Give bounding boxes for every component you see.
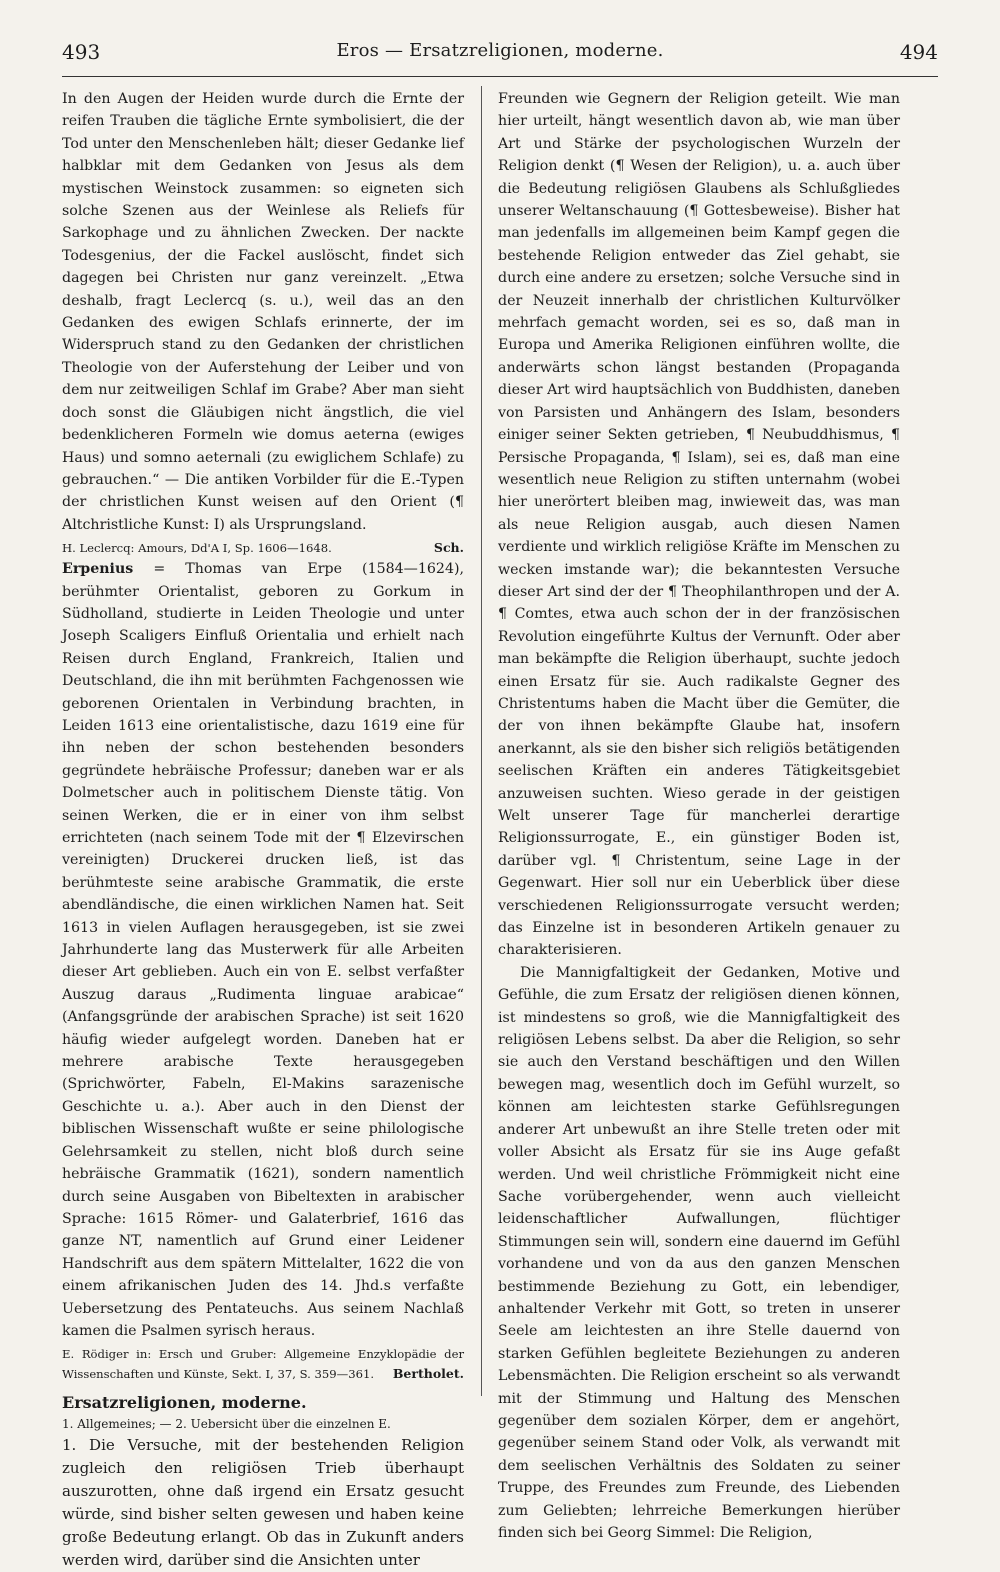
column-divider: [481, 86, 482, 1396]
article-section-1-start: 1. Die Versuche, mit der bestehenden Religion zugleich den religiösen Trieb überhaupt auszurotten, ohne daß irgend ein Ersatz gesucht würde, sind bisher selten gewesen und haben keine große Bedeutung erlangt. Ob das in Zukunft anders werden wird, darüber sind die Ansichten unter: [62, 1435, 464, 1569]
erpenius-reference-text: E. Rödiger in: Ersch und Gruber: Allgemeine Enzyklopädie der Wissenschaften und Künste, Sekt. I, 37, S. 359—361.: [62, 1347, 464, 1382]
eros-reference-text: H. Leclercq: Amours, Dd'A I, Sp. 1606—1648.: [62, 541, 332, 556]
erpenius-author-signature: Bertholet.: [392, 1366, 464, 1382]
page-number-left: 493: [62, 40, 101, 64]
erpenius-reference: [62, 1344, 464, 1384]
left-column: [62, 88, 464, 1572]
article-paragraph-2: Die Mannigfaltigkeit der Gedanken, Motive und Gefühle, die zum Ersatz der religiösen dienen können, ist mindestens so groß, wie die Mannigfaltigkeit des religiösen Lebens selbst. Da aber die Religion, so sehr sie auch den Verstand beschäftigen und den Willen bewegen mag, wesentlich doch im Gefühl wurzelt, so können am leichtesten starke Gefühlsregungen anderer Art unbewußt an ihre Stelle treten oder mit voller Absicht als Ersatz für sie ins Auge gefaßt werden. Und weil christliche Frömmigkeit nicht eine Sache vorübergehender, wenn auch vielleicht leidenschaftlicher Aufwallungen, flüchtiger Stimmungen sein will, sondern eine dauernd im Gefühl vorhandene und von da aus den ganzen Menschen bestimmende Beziehung zu Gott, ein lebendiger, anhaltender Verkehr mit Gott, so treten in unserer Seele am leichtesten an ihre Stelle dauernd von starken Gefühlen begleitete Beziehungen zu anderen Lebensmächten. Die Religion erscheint so als verwandt mit der Stimmung und Haltung des Menschen gegenüber dem sozialen Körper, dem er angehört, gegenüber seinem Stand oder Volk, als verwandt mit dem seelischen Verhältnis des Soldaten zu seiner Truppe, des Freundes zum Freunde, des Liebenden zum Geliebten; lehrreiche Bemerkungen hierüber finden sich bei Georg Simmel: Die Religion,: [498, 964, 900, 1541]
article-title: Ersatzreligionen, moderne.: [62, 1393, 307, 1413]
eros-author-signature: Sch.: [433, 540, 464, 556]
erpenius-entry: [62, 558, 464, 1342]
right-column: [498, 88, 900, 1544]
page-header: [62, 36, 938, 77]
page-number-right: 494: [899, 40, 938, 64]
article-contents: 1. Allgemeines; — 2. Uebersicht über die einzelnen E.: [62, 1416, 391, 1431]
article-paragraph-1-continued: Freunden wie Gegnern der Religion geteilt. Wie man hier urteilt, hängt wesentlich davon ab, wie man über Art und Stärke der psychologischen Wurzeln der Religion denkt (¶ Wesen der Religion), u. a. auch über die Bedeutung religiösen Glaubens als Schlußgliedes unserer Weltanschauung (¶ Gottesbeweise). Bisher hat man jedenfalls im allgemeinen beim Kampf gegen die bestehende Religion entweder das Ziel gehabt, sie durch eine andere zu ersetzen; solche Versuche sind in der Neuzeit innerhalb der christlichen Kulturvölker mehrfach gemacht worden, sei es so, daß man in Europa und Amerika Religionen einführen wollte, die anderwärts schon längst bestanden (Propaganda dieser Art wird hauptsächlich von Buddhisten, daneben von Parsisten und Anhängern des Islam, besonders einiger seiner Sekten getrieben, ¶ Neubuddhismus, ¶ Persische Propaganda, ¶ Islam), sei es, daß man eine wesentlich neue Religion zu stiften unternahm (wobei hier unerörtert bleiben mag, inwieweit das, was man als neue Religion ausgab, auch diesen Namen verdiente und wirklich religiöse Kräfte im Menschen zu wecken imstande war); die bekanntesten Versuche dieser Art sind der der ¶ Theophilanthropen und der A. ¶ Comtes, etwa auch schon der in der französischen Revolution eingeführte Kultus der Vernunft. Oder aber man bekämpfte die Religion überhaupt, suchte jedoch einen Ersatz für sie. Auch radikalste Gegner des Christentums haben die Macht über die Gemüter, die der von ihnen bekämpfte Glaube hat, insofern anerkannt, als sie den bisher sich religiös betätigenden seelischen Kräften ein anderes Tätigkeitsgebiet anzuweisen suchten. Wieso gerade in der geistigen Welt unserer Tage für mancherlei derartige Religionssurrogate, E., ein günstiger Boden ist, darüber vgl. ¶ Christentum, seine Lage in der Gegenwart. Hier soll nur ein Ueberblick über diese verschiedenen Religionssurrogate versucht werden; das Einzelne ist in besonderen Artikeln genauer zu charakterisieren.: [498, 91, 900, 959]
running-title: Eros — Ersatzreligionen, moderne.: [336, 40, 664, 61]
eros-reference: [62, 538, 464, 558]
erpenius-text: = Thomas van Erpe (1584—1624), berühmter Orientalist, geboren zu Gorkum in Südholland, studierte in Leiden Theologie und unter Joseph Scaligers Einfluß Orientalia und erhielt nach Reisen durch England, Frankreich, Italien und Deutschland, die ihn mit berühmten Fachgenossen wie geborenen Orientalen in Verbindung brachten, in Leiden 1613 eine orientalistische, dazu 1619 eine für ihn neben der schon bestehenden besonders gegründete hebräische Professur; daneben war er als Dolmetscher auch in politischem Dienste tätig. Von seinen Werken, die er in einer von ihm selbst errichteten (nach seinem Tode mit der ¶ Elzevirschen vereinigten) Druckerei drucken ließ, ist das berühmteste seine arabische Grammatik, die erste abendländische, die einen wirklichen Namen hat. Seit 1613 in vielen Auflagen herausgegeben, ist sie zwei Jahrhunderte lang das Musterwerk für alle Arbeiten dieser Art geblieben. Auch ein von E. selbst verfaßter Auszug daraus „Rudimenta linguae arabicae“ (Anfangsgründe der arabischen Sprache) ist seit 1620 häufig wieder aufgelegt worden. Daneben hat er mehrere arabische Texte herausgegeben (Sprichwörter, Fabeln, El-Makins sarazenische Geschichte u. a.). Aber auch in den Dienst der biblischen Wissenschaft wußte er seine philologische Gelehrsamkeit zu stellen, nicht bloß durch seine hebräische Grammatik (1621), sondern namentlich durch seine Ausgaben von Bibeltexten in arabischer Sprache: 1615 Römer- und Galaterbrief, 1616 das ganze NT, namentlich auf Grund einer Leidener Handschrift aus dem spätern Mittelalter, 1622 die von einem afrikanischen Juden des 14. Jhd.s verfaßte Uebersetzung des Pentateuchs. Aus seinem Nachlaß kamen die Psalmen syrisch heraus.: [62, 561, 465, 1339]
erpenius-lemma: Erpenius: [62, 561, 134, 578]
eros-article-continuation: In den Augen der Heiden wurde durch die Ernte der reifen Trauben die tägliche Ernte symbolisiert, die der Tod unter den Menschenleben hält; dieser Gedanke lief halbklar mit dem Gedanken von Jesus als dem mystischen Weinstock zusammen: so eigneten sich solche Szenen aus der Weinlese als Reliefs für Sarkophage und zu ähnlichen Zwecken. Der nackte Todesgenius, der die Fackel auslöscht, findet sich dagegen bei Christen nur ganz vereinzelt. „Etwa deshalb, fragt Leclercq (s. u.), weil das an den Gedanken des ewigen Schlafs erinnerte, der im Widerspruch stand zu den Gedanken der christlichen Theologie von der Auferstehung der Leiber und von dem nur zeitweiligen Schlaf im Grabe? Aber man sieht doch sonst die Gläubigen nicht ängstlich, die viel bedenklicheren Formeln wie domus aeterna (ewiges Haus) und somno aeternali (zu ewiglichem Schlafe) zu gebrauchen.“ — Die antiken Vorbilder für die E.-Typen der christlichen Kunst weisen auf den Orient (¶ Altchristliche Kunst: I) als Ursprungsland.: [62, 91, 464, 533]
